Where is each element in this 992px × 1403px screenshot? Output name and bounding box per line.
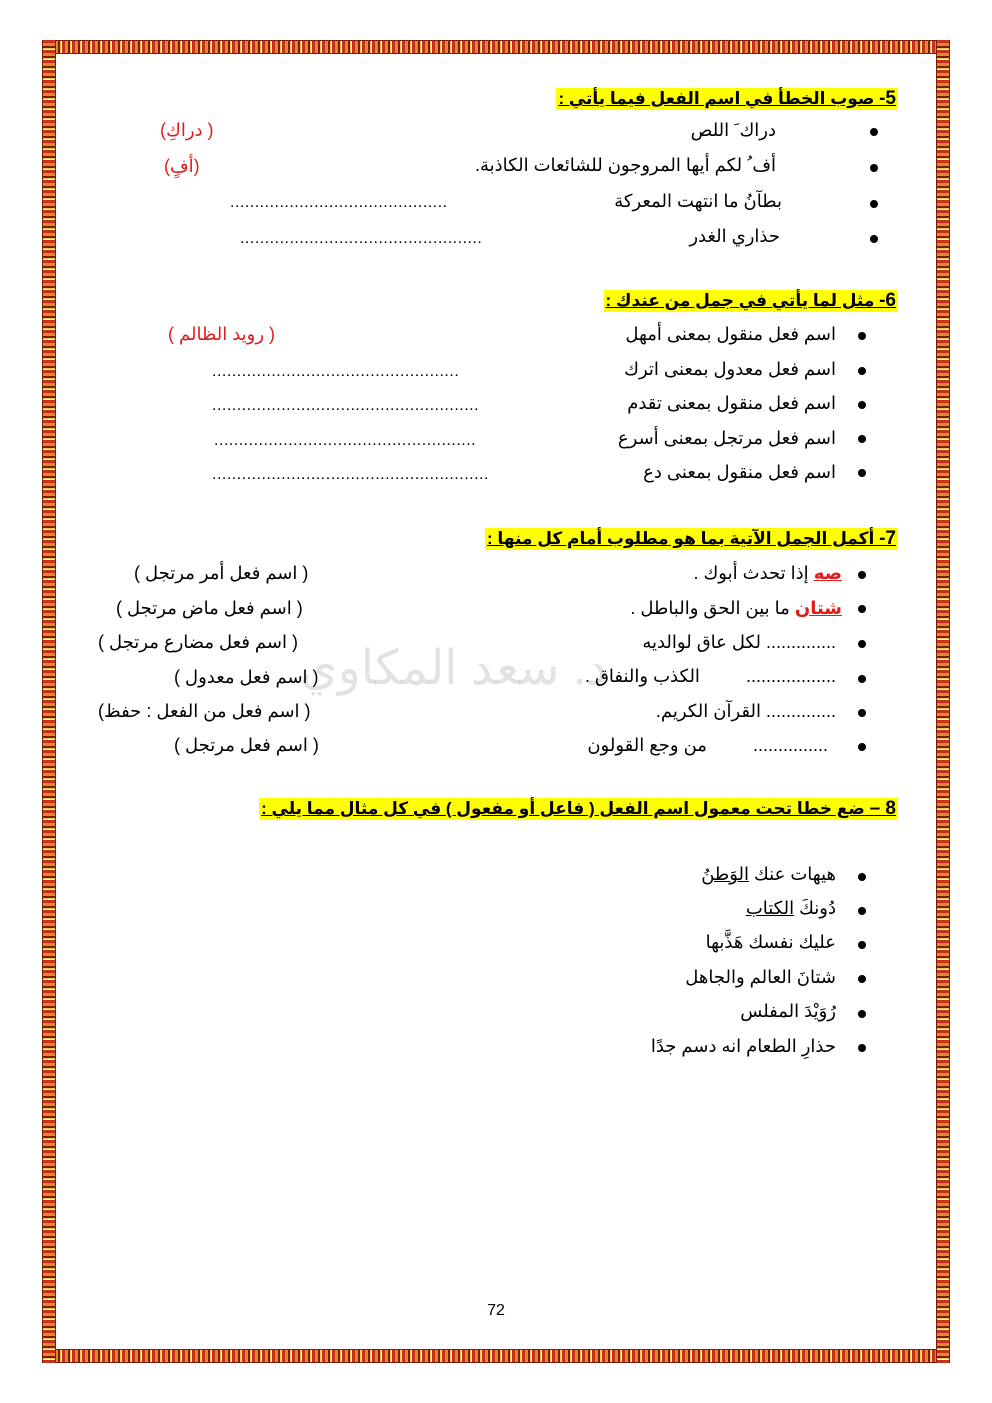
q5-item-text: حذاري الغدر — [689, 226, 780, 246]
q5-heading-text: صوب الخطأ في اسم الفعل فيما يأتي : — [558, 89, 875, 108]
q8-item-underlined: الكتاب — [745, 898, 795, 918]
q7-item-text: الكذب والنفاق . — [584, 666, 700, 686]
bullet-icon — [858, 435, 866, 443]
q8-item-text: دُونكَ — [794, 898, 836, 918]
q7-item-text: ما بين الحق والباطل . — [630, 598, 790, 618]
q7-item-sentence — [587, 734, 828, 756]
bullet-icon — [858, 571, 866, 579]
q7-item-hint: ( اسم فعل مرتجل ) — [174, 735, 319, 755]
bullet-icon — [870, 200, 878, 208]
q8-heading — [259, 798, 898, 820]
page-number: 72 — [487, 1302, 505, 1319]
q6-item-text: اسم فعل منقول بمعنى تقدم — [627, 393, 836, 413]
q5-item-text: أف ُ لكم أيها المروجون للشائعات الكاذبة. — [475, 155, 776, 175]
q7-item-text: لكل عاق لوالديه — [642, 632, 761, 652]
q6-heading — [604, 290, 898, 312]
q7-item-blank: .................. — [745, 666, 836, 686]
bullet-icon — [870, 235, 878, 243]
bullet-icon — [858, 605, 866, 613]
bullet-icon — [870, 164, 878, 172]
q5-item-blank: ................................................. — [240, 230, 483, 247]
q6-item-text: اسم فعل مرتجل بمعنى أسرع — [617, 428, 836, 448]
q7-item-hint: ( اسم فعل مضارع مرتجل ) — [98, 632, 298, 652]
q7-item-hint: ( اسم فعل من الفعل : حفظ) — [98, 701, 311, 721]
q6-heading-text: مثل لما يأتي في جمل من عندك : — [605, 291, 875, 310]
page-border-bottom — [42, 1349, 950, 1363]
q6-item-blank: .................................................. — [212, 363, 460, 380]
q8-item-text: هيهات عنك — [749, 864, 836, 884]
bullet-icon — [858, 873, 866, 881]
q5-item-answer: ( دراكِ) — [160, 120, 214, 140]
q8-item-text: شتانَ العالم والجاهل — [685, 967, 836, 987]
q6-item-text: اسم فعل منقول بمعنى أمهل — [625, 324, 836, 344]
q7-item-hint: ( اسم فعل ماض مرتجل ) — [116, 598, 303, 618]
q8-item — [740, 1000, 836, 1022]
q6-item-answer: ( رويد الظالم ) — [168, 324, 276, 344]
page-border-left — [42, 40, 56, 1363]
q6-item-blank: ..................................................... — [214, 432, 477, 449]
bullet-icon — [858, 1044, 866, 1052]
q6-item-blank: ........................................................ — [212, 466, 489, 483]
q7-item-blank: .............. — [765, 632, 836, 652]
q7-item-text: القرآن الكريم. — [655, 701, 761, 721]
q7-filled-answer: صه — [813, 563, 842, 583]
q7-item-hint: ( اسم فعل أمر مرتجل ) — [134, 563, 309, 583]
q6-item-text: اسم فعل منقول بمعنى دع — [643, 462, 836, 482]
watermark: د. سعد المكاوي — [300, 642, 608, 695]
q8-item-underlined: الوَطنُ — [701, 864, 749, 884]
bullet-icon — [858, 332, 866, 340]
q8-item — [651, 1035, 836, 1057]
bullet-icon — [858, 743, 866, 751]
bullet-icon — [858, 941, 866, 949]
q7-item-sentence — [656, 700, 836, 722]
q6-item-blank: ...................................................... — [212, 397, 480, 414]
q7-item-sentence — [642, 631, 836, 653]
q8-heading-number: 8 – — [869, 798, 896, 819]
q5-item-answer: (أفٍ) — [164, 156, 200, 176]
page-border-right — [936, 40, 950, 1363]
q5-item-text: دراك َ اللص — [690, 120, 776, 140]
q7-item-text: إذا تحدث أبوك . — [693, 563, 809, 583]
q8-item — [701, 863, 836, 885]
q6-item-text: اسم فعل معدول بمعنى اترك — [624, 359, 836, 379]
q8-item-text: حذارِ الطعام انه دسم جدًا — [650, 1036, 836, 1056]
q8-item-text: عليك نفسك هَذَّبها — [705, 932, 836, 952]
q8-heading-text: ضع خطا تحت معمول اسم الفعل ( فاعل أو مفعول ) في كل مثال مما يلي : — [261, 799, 865, 818]
q7-item-blank: .............. — [765, 701, 836, 721]
bullet-icon — [858, 469, 866, 477]
q7-item-text: من وجع القولون — [587, 735, 707, 755]
q7-item-blank: ............... — [752, 735, 828, 755]
bullet-icon — [870, 128, 878, 136]
q7-heading-number: 7- — [879, 528, 896, 549]
q8-item — [685, 966, 836, 988]
page-border-top — [42, 40, 950, 54]
q5-heading-number: 5- — [879, 88, 896, 109]
bullet-icon — [858, 675, 866, 683]
q8-item — [706, 931, 836, 953]
bullet-icon — [858, 367, 866, 375]
bullet-icon — [858, 640, 866, 648]
q7-item-hint: ( اسم فعل معدول ) — [174, 667, 319, 687]
q5-item-text: بطآنُ ما انتهت المعركة — [614, 191, 782, 211]
bullet-icon — [858, 401, 866, 409]
q7-filled-answer: شتان — [794, 598, 842, 618]
q7-item-sentence — [630, 597, 842, 619]
bullet-icon — [858, 907, 866, 915]
q6-heading-number: 6- — [879, 290, 896, 311]
q7-heading-text: أكمل الجمل الآتية بما هو مطلوب أمام كل منها : — [487, 529, 875, 548]
q8-item-text: رُوَيْدَ المفلس — [740, 1001, 836, 1021]
bullet-icon — [858, 709, 866, 717]
q7-heading — [485, 528, 898, 550]
q7-item-sentence — [693, 562, 842, 584]
q7-item-sentence — [585, 665, 836, 687]
q5-heading — [556, 88, 898, 110]
q5-item-blank: ............................................ — [230, 194, 448, 211]
q8-item — [746, 897, 836, 919]
bullet-icon — [858, 1010, 866, 1018]
bullet-icon — [858, 975, 866, 983]
